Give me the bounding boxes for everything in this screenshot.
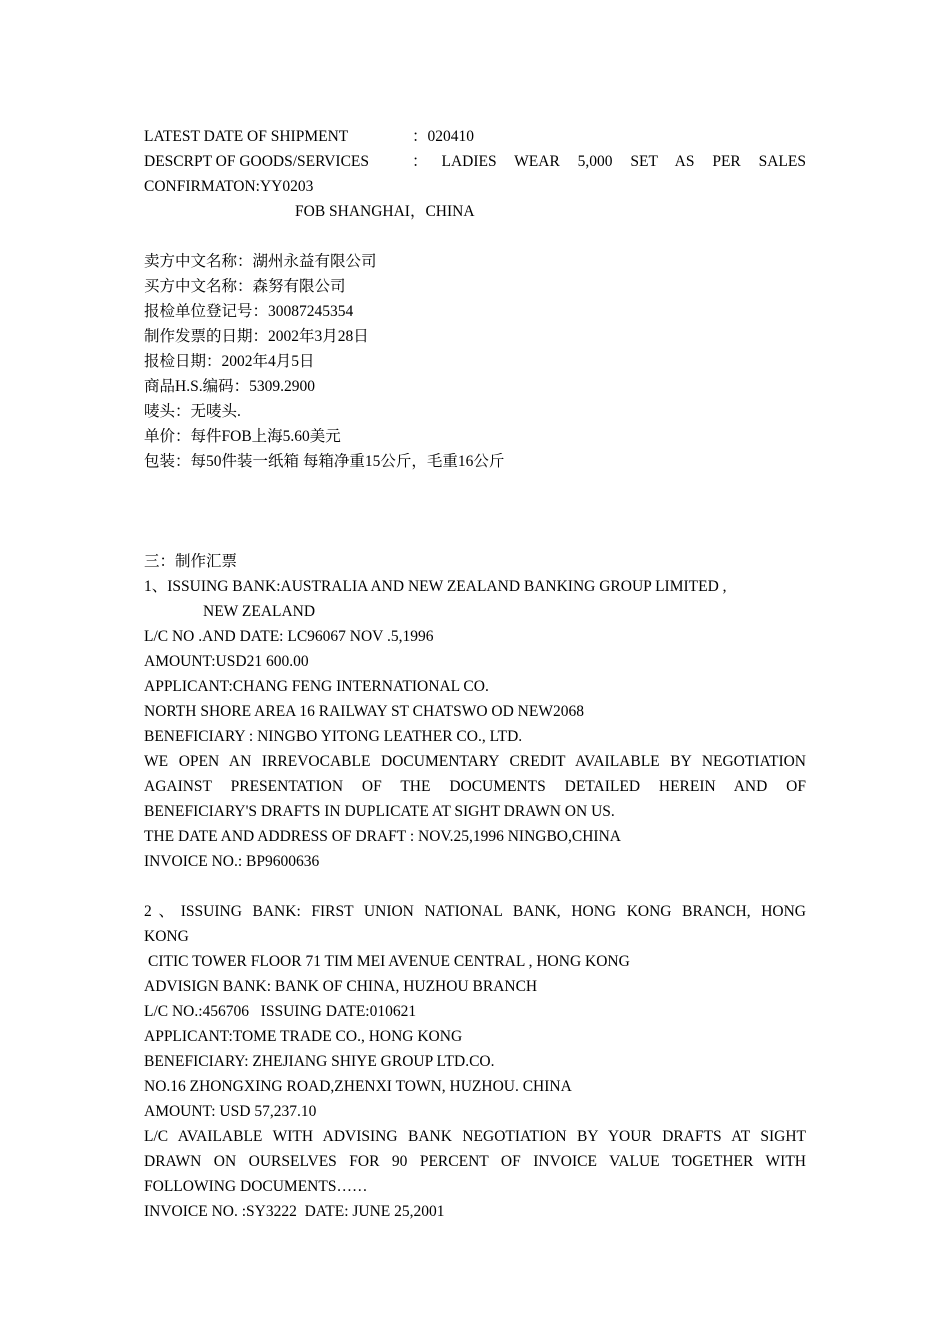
inspection-reg-no: 报检单位登记号：30087245354 <box>144 303 354 320</box>
buyer-name: 买方中文名称：森努有限公司 <box>144 278 346 295</box>
item2-clause-line: L/C AVAILABLE WITH ADVISING BANK NEGOTIATION BY YOUR DRAFTS AT SIGHT <box>144 1128 806 1145</box>
item2-amount: AMOUNT: USD 57,237.10 <box>144 1103 317 1120</box>
spacer <box>144 474 806 499</box>
item2-invoice-no: INVOICE NO. :SY3222 DATE: JUNE 25,2001 <box>144 1203 445 1220</box>
item2-advising-bank: ADVISIGN BANK: BANK OF CHINA, HUZHOU BRANCH <box>144 978 538 995</box>
item1-applicant: APPLICANT:CHANG FENG INTERNATIONAL CO. <box>144 678 489 695</box>
item2-lc-no: L/C NO.:456706 ISSUING DATE:010621 <box>144 1003 417 1020</box>
inspection-date: 报检日期：2002年4月5日 <box>144 353 315 370</box>
goods-description-row <box>144 149 806 174</box>
latest-shipment-row <box>144 124 806 149</box>
item1-clause-line: AGAINST PRESENTATION OF THE DOCUMENTS DETAILED HEREIN AND OF <box>144 778 806 795</box>
item1-issuing-bank-cont: NEW ZEALAND <box>203 603 316 620</box>
item1-draft-date: THE DATE AND ADDRESS OF DRAFT : NOV.25,1996 NINGBO,CHINA <box>144 828 621 845</box>
item2-issuing-bank-cont: KONG <box>144 928 189 945</box>
unit-price: 单价：每件FOB上海5.60美元 <box>144 428 341 445</box>
section-title: 三：制作汇票 <box>144 553 238 570</box>
item1-invoice-no: INVOICE NO.: BP9600636 <box>144 853 320 870</box>
packing: 包装：每50件装一纸箱 每箱净重15公斤，毛重16公斤 <box>144 453 505 470</box>
item1-clause-line: BENEFICIARY'S DRAFTS IN DUPLICATE AT SIGHT DRAWN ON US. <box>144 803 615 820</box>
spacer <box>144 224 806 249</box>
goods-description-label: DESCRPT OF GOODS/SERVICES <box>144 153 369 170</box>
spacer <box>144 499 806 524</box>
shipping-mark: 唛头：无唛头. <box>144 403 241 420</box>
item1-issuing-bank: 1、ISSUING BANK:AUSTRALIA AND NEW ZEALAND BANKING GROUP LIMITED , <box>144 578 727 595</box>
item2-beneficiary: BENEFICIARY: ZHEJIANG SHIYE GROUP LTD.CO. <box>144 1053 495 1070</box>
item1-beneficiary: BENEFICIARY : NINGBO YITONG LEATHER CO., LTD. <box>144 728 523 745</box>
item1-applicant-address: NORTH SHORE AREA 16 RAILWAY ST CHATSWO OD NEW2068 <box>144 703 584 720</box>
item2-clause-line: DRAWN ON OURSELVES FOR 90 PERCENT OF INVOICE VALUE TOGETHER WITH <box>144 1153 806 1170</box>
latest-shipment-value: ：020410 <box>412 128 475 145</box>
item1-clause-line: WE OPEN AN IRREVOCABLE DOCUMENTARY CREDIT AVAILABLE BY NEGOTIATION <box>144 753 806 770</box>
document-body <box>144 124 806 1224</box>
item1-amount: AMOUNT:USD21 600.00 <box>144 653 309 670</box>
goods-description-cont: CONFIRMATON:YY0203 <box>144 178 314 195</box>
item1-lc-no: L/C NO .AND DATE: LC96067 NOV .5,1996 <box>144 628 434 645</box>
spacer <box>144 874 806 899</box>
spacer <box>144 524 806 549</box>
fob-term: FOB SHANGHAI，CHINA <box>295 203 475 220</box>
item2-bank-address: CITIC TOWER FLOOR 71 TIM MEI AVENUE CENTRAL , HONG KONG <box>148 953 630 970</box>
invoice-date: 制作发票的日期：2002年3月28日 <box>144 328 369 345</box>
hs-code: 商品H.S.编码：5309.2900 <box>144 378 315 395</box>
item2-clause-line: FOLLOWING DOCUMENTS…… <box>144 1178 368 1195</box>
item2-beneficiary-address: NO.16 ZHONGXING ROAD,ZHENXI TOWN, HUZHOU. CHINA <box>144 1078 572 1095</box>
goods-description-value: ：LADIES WEAR 5,000 SET AS PER SALES <box>412 153 806 170</box>
seller-name: 卖方中文名称：湖州永益有限公司 <box>144 253 377 270</box>
item2-issuing-bank: 2、ISSUING BANK: FIRST UNION NATIONAL BANK, HONG KONG BRANCH, HONG <box>144 903 806 920</box>
item2-applicant: APPLICANT:TOME TRADE CO., HONG KONG <box>144 1028 463 1045</box>
latest-shipment-label: LATEST DATE OF SHIPMENT <box>144 128 349 145</box>
